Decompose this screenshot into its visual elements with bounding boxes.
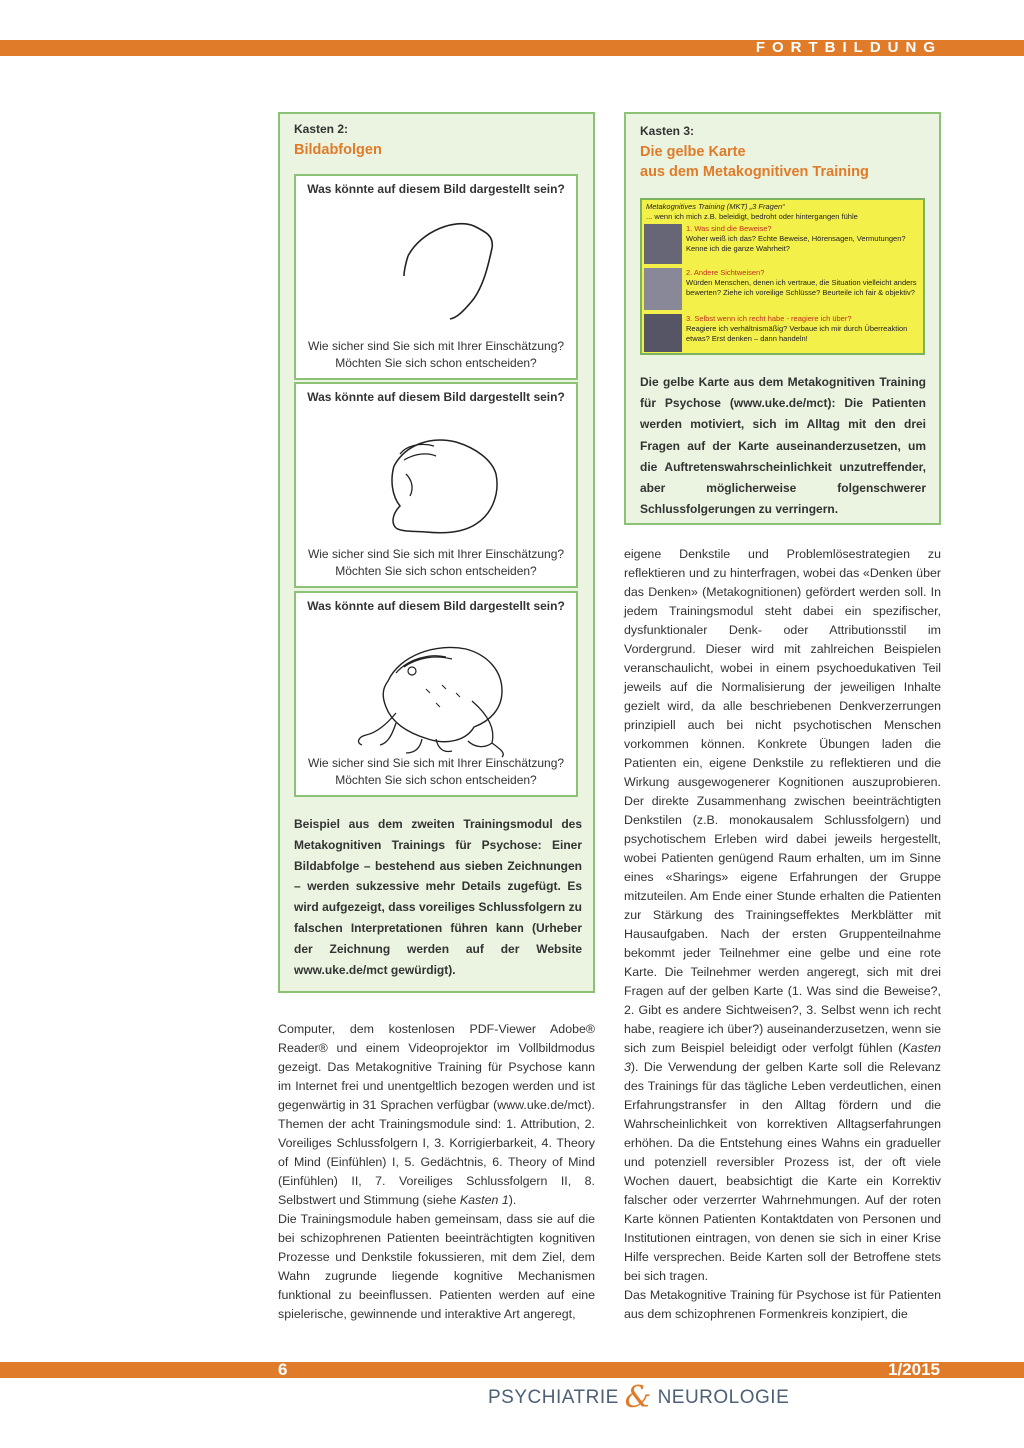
- panel-answer-line-1: Wie sicher sind Sie sich mit Ihrer Einschätzung?: [307, 756, 565, 770]
- panel-question: Was könnte auf diesem Bild dargestellt sein?: [307, 599, 565, 613]
- paragraph-text: ).: [508, 1193, 517, 1207]
- journal-name-right: NEUROLOGIE: [657, 1387, 790, 1408]
- kasten-2-title: Bildabfolgen: [294, 142, 382, 158]
- card-question-1-text: Woher weiß ich das? Echte Beweise, Hörensagen, Vermutungen? Kenne ich die ganze Wahrheit?: [686, 234, 906, 253]
- panel-answer-line-2: Möchten Sie sich schon entscheiden?: [335, 356, 537, 370]
- magnifier-photo-icon: [644, 224, 682, 264]
- journal-name-left: PSYCHIATRIE: [488, 1387, 619, 1408]
- kasten-2-caption: Beispiel aus dem zweiten Trainingsmodul des Metakognitiven Trainings für Psychose: Einer Bildabfolge – bestehend aus sieben Zeichnungen – werden sukzessive mehr Details zugefügt. Es wird aufgezeigt, dass voreiliges Schlussfolgern zu falschen Interpretationen führen kann (Urheber der Zeichnung werden auf der Website www.uke.de/mct gewürdigt).: [294, 817, 582, 977]
- panel-answer-line-2: Möchten Sie sich schon entscheiden?: [335, 564, 537, 578]
- kasten-3-title-line-2: aus dem Metakognitiven Training: [640, 164, 869, 180]
- paragraph: Das Metakognitive Training für Psychose ist für Patienten aus dem schizophrenen Formenkreis konzipiert, die: [624, 1288, 941, 1321]
- card-question-2: 2. Andere Sichtweisen?: [686, 268, 765, 277]
- yellow-card-image: [640, 198, 925, 355]
- footer-bar: [0, 1362, 1024, 1378]
- panel-answer-line-1: Wie sicher sind Sie sich mit Ihrer Einschätzung?: [307, 339, 565, 353]
- box-reference: Kasten 3: [624, 1041, 941, 1074]
- panel-answer: [296, 338, 576, 372]
- section-label: FORTBILDUNG: [755, 39, 942, 56]
- kasten-2-label: Kasten 2:: [294, 122, 349, 136]
- panel-answer-line-2: Möchten Sie sich schon entscheiden?: [335, 773, 537, 787]
- card-intro: ... wenn ich mich z.B. beleidigt, bedroht oder hintergangen fühle: [646, 212, 858, 221]
- card-question-2-text: Würden Menschen, denen ich vertraue, die Situation vielleicht anders bewerten? Ziehe ich voreilige Schlüsse? Beurteile ich fair & objektiv?: [686, 278, 917, 297]
- journal-ampersand: &: [624, 1380, 652, 1415]
- card-question-3: 3. Selbst wenn ich recht habe - reagiere ich über?: [686, 314, 852, 323]
- kasten-3-caption: Die gelbe Karte aus dem Metakognitiven Training für Psychose (www.uke.de/mct): Die Patienten werden motiviert, sich im Alltag mit den drei Fragen auf der Karte auseinanderzusetzen, um die Auftretenswahrscheinlichkeit unzutreffender, aber möglicherweise folgenschwerer Schlussfolgerungen zu verringern.: [640, 375, 926, 517]
- person-photo-icon: [644, 314, 682, 352]
- panel-answer-line-1: Wie sicher sind Sie sich mit Ihrer Einschätzung?: [307, 547, 565, 561]
- card-question-1: 1. Was sind die Beweise?: [686, 224, 772, 233]
- kasten-2-box: [278, 112, 595, 993]
- page-number: 6: [278, 1360, 288, 1379]
- card-heading: Metakognitives Training (MKT) „3 Fragen“: [646, 202, 785, 211]
- drawing-panel-3: [294, 591, 578, 797]
- panel-question: Was könnte auf diesem Bild dargestellt sein?: [307, 390, 565, 404]
- paragraph-text: ). Die Verwendung der gelben Karte soll die Relevanz des Trainings für das tägliche Leben verdeutlichen, einen Erfahrungstransfer in den Alltag fördern und die Wahrscheinlichkeit von korrektiven Alltagserfahrungen erhöhen. Da die Entstehung eines Wahns ein gradueller und potenziell reversibler Prozess ist, der oft viele Wochen dauert, beabsichtigt die Karte ein Korrektiv falscher oder verzerrter Wahrnehmungen. Auf der roten Karte können Patienten Kontaktdaten von Personen und Institutionen eintragen, von denen sie sich in einer Krise Hilfe versprechen. Beide Karten soll der Betroffene stets bei sich tragen.: [624, 1060, 941, 1283]
- card-question-3-text: Reagiere ich verhältnismäßig? Verbaue ich mir durch Überreaktion etwas? Erst denken – dann handeln!: [686, 324, 908, 343]
- issue-number: 1/2015: [888, 1360, 940, 1379]
- paragraph: [278, 1020, 595, 1210]
- drawing-panel-2: [294, 382, 578, 588]
- signpost-photo-icon: [644, 268, 682, 310]
- paragraph: [624, 545, 941, 1286]
- paragraph: Die Trainingsmodule haben gemeinsam, dass sie auf die bei schizophrenen Patienten beeinträchtigten kognitiven Prozesse und Denkstile fokussieren, mit dem Ziel, dem Wahn zugrunde liegende kognitive Mechanismen funktional zu beeinflussen. Patienten werden auf eine spielerische, gewinnende und interaktive Art angeregt,: [278, 1212, 595, 1321]
- journal-logo: [488, 1380, 789, 1415]
- kasten-3-label: Kasten 3:: [640, 124, 695, 138]
- paragraph-text: eigene Denkstile und Problemlösestrategien zu reflektieren und zu hinterfragen, wobei das «Denken über das Denken» (Metakognitionen) gefördert werden soll. In jedem Trainingsmodul steht dabei ein spezifischer, dysfunktionaler Denk- oder Attributionsstil im Vordergrund. Dieser wird mit zahlreichen Beispielen veranschaulicht, wobei in einem psychoedukativen Teil jeweils auf die Normalisierung der jeweiligen Inhalte gezielt wird, da alle beschriebenen Denkverzerrungen prinzipiell auch bei nicht psychotischen Menschen vorkommen können. Konkrete Übungen laden die Patienten ein, eigene Denkstile zu reflektieren und die Wirkung ausgewogenerer Kognitionen auszuprobieren. Der direkte Zusammenhang zwischen beeinträchtigten Denkstilen (z.B. monokausalem Schlussfolgern) und psychotischem Erleben wird dabei jeweils hergestellt, wobei Patienten genügend Raum erhalten, um im Sinne eines «Sharings» eigene Erfahrungen der Gruppe mitzuteilen. Am Ende einer Stunde erhalten die Patienten zur Stärkung des Trainingseffektes Merkblätter mit Hausaufgaben. Nach der ersten Gruppenteilnahme bekommt jeder Teilnehmer eine gelbe und eine rote Karte. Die Teilnehmer werden angeregt, sich mit drei Fragen auf der gelben Karte (1. Was sind die Beweise?, 2. Gibt es andere Sichtweisen?, 3. Selbst wenn ich recht habe, reagiere ich über?) auseinanderzusetzen, wenn sie sich zum Beispiel beleidigt oder verfolgt fühlen (: [624, 547, 941, 1055]
- paragraph-text: Computer, dem kostenlosen PDF-Viewer Adobe® Reader® und einem Videoprojektor im Vollbildmodus gezeigt. Das Metakognitive Training für Psychose kann im Internet frei und unentgeltlich bezogen werden und ist gegenwärtig in 31 Sprachen verfügbar (www.uke.de/mct). Themen der acht Trainingsmodule sind: 1. Attribution, 2. Voreiliges Schlussfolgern I, 3. Korrigierbarkeit, 4. Theory of Mind (Einfühlen) I, 5. Gedächtnis, 6. Theory of Mind (Einfühlen) II, 7. Voreiliges Schlussfolgern II, 8. Selbstwert und Stimmung (siehe: [278, 1022, 595, 1207]
- panel-answer: [296, 546, 576, 580]
- box-reference: Kasten 1: [459, 1193, 509, 1207]
- left-column-text: [278, 1020, 595, 1324]
- panel-question: Was könnte auf diesem Bild dargestellt sein?: [307, 182, 565, 196]
- drawing-panel-1: [294, 174, 578, 380]
- kasten-3-title-line-1: Die gelbe Karte: [640, 144, 746, 160]
- panel-answer: [296, 755, 576, 789]
- kasten-3-box: [624, 112, 941, 525]
- right-column-text: [624, 545, 941, 1324]
